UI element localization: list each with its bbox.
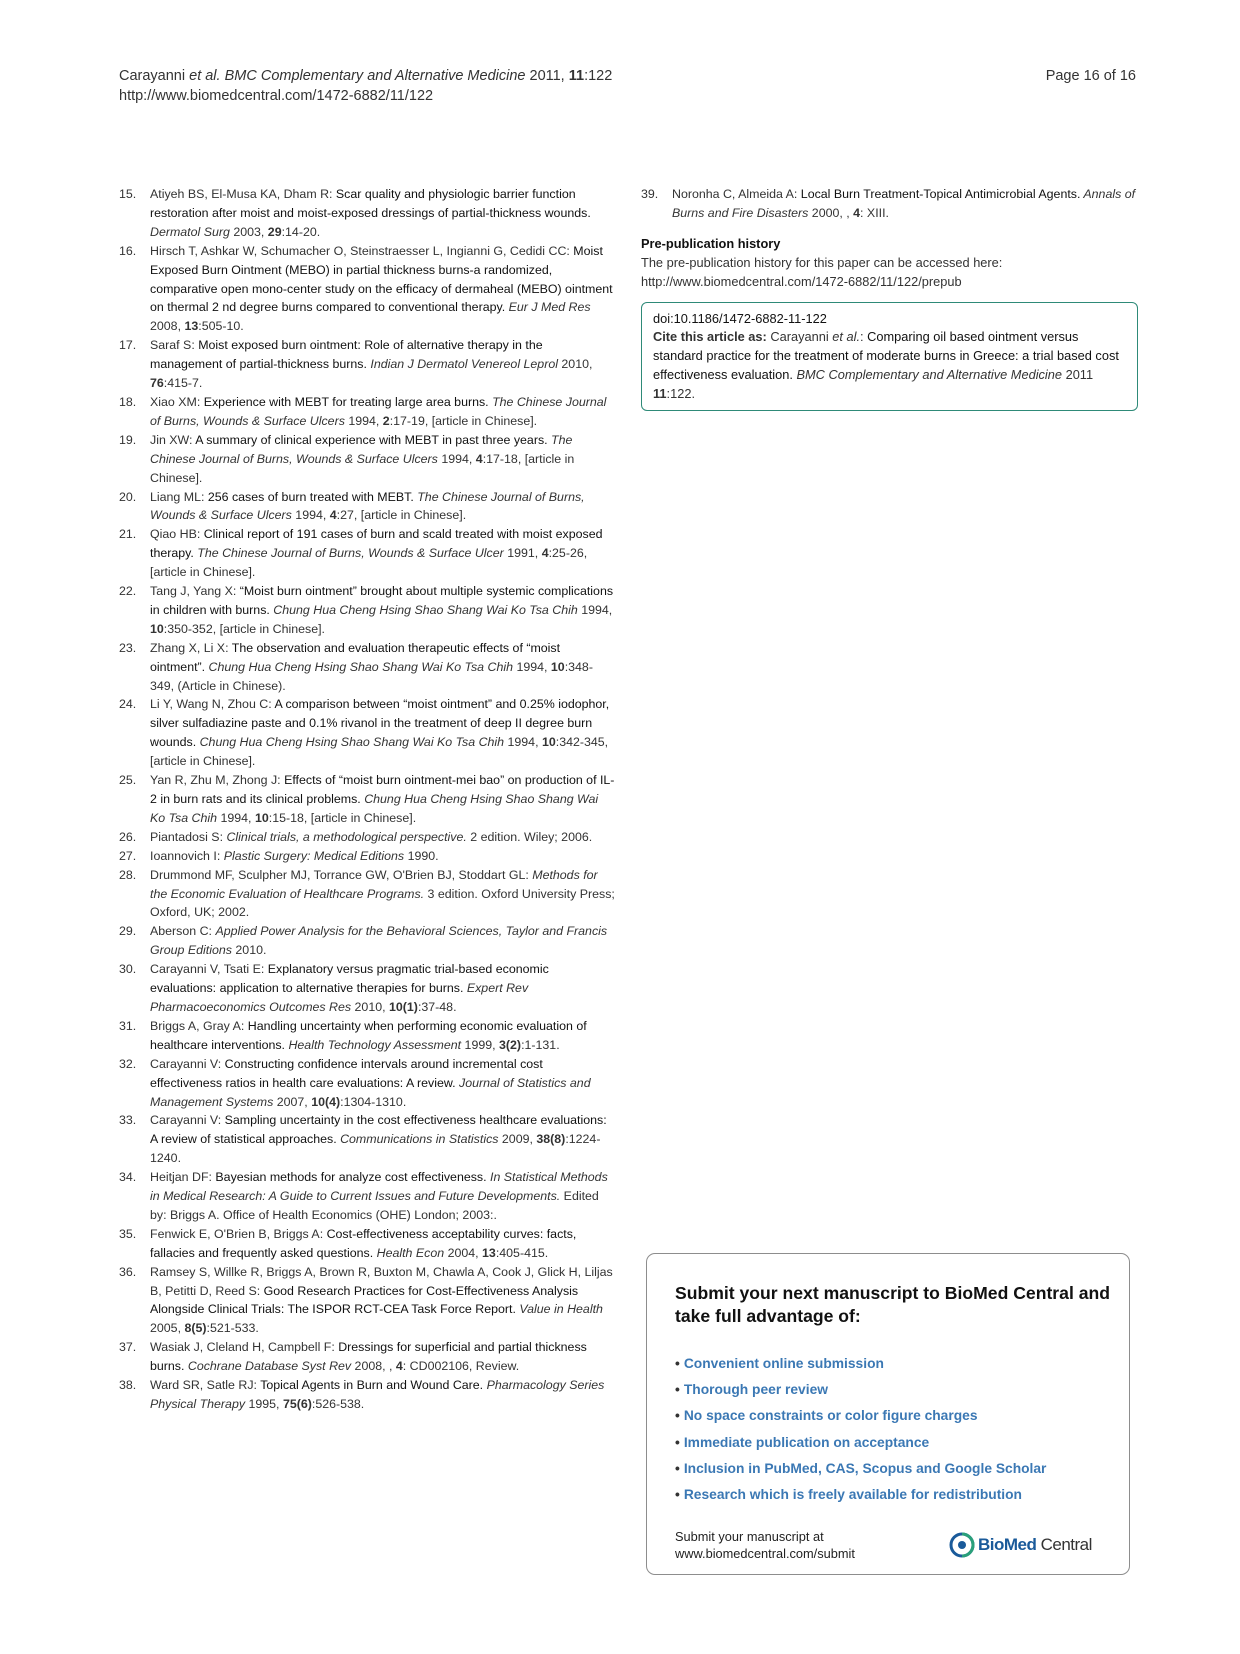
reference-title: Bayesian methods for analyze cost effectiveness. bbox=[215, 1170, 487, 1185]
benefit-item bbox=[675, 1456, 1046, 1482]
reference-pages: :17-19, [article in Chinese]. bbox=[389, 413, 538, 428]
reference-authors: Yan R, Zhu M, Zhong J: bbox=[150, 773, 285, 788]
reference-number: 17. bbox=[119, 338, 137, 353]
reference-pages: :526-538. bbox=[311, 1397, 365, 1411]
reference-title: Cost-effectiveness acceptability curves: facts, fallacies and frequently asked questions. bbox=[150, 1226, 577, 1260]
reference-authors: Carayanni V: bbox=[150, 1056, 225, 1071]
reference-volume: 10 bbox=[550, 659, 565, 674]
header-volume: 11 bbox=[568, 68, 585, 84]
cite-year: 2011 bbox=[1062, 367, 1094, 383]
reference-item bbox=[119, 336, 616, 393]
bullet-icon: • bbox=[675, 1408, 680, 1424]
reference-year: 1999, bbox=[461, 1037, 500, 1052]
reference-journal: The Chinese Journal of Burns, Wounds & Surface Ulcer bbox=[193, 546, 504, 561]
reference-year: 1994, bbox=[217, 810, 255, 825]
reference-title: Effects of “moist burn ointment-mei bao” on production of IL-2 in burn rats and its clinical problems. bbox=[150, 773, 615, 806]
reference-item bbox=[119, 1263, 616, 1339]
reference-pages: :521-533. bbox=[206, 1321, 259, 1336]
reference-year: Edited by: Briggs A. Office of Health Economics (OHE) London; 2003:. bbox=[150, 1189, 599, 1222]
reference-number: 35. bbox=[119, 1226, 137, 1241]
reference-journal: In Statistical Methods in Medical Research: A Guide to Current Issues and Future Developments. bbox=[150, 1170, 608, 1204]
bullet-icon: • bbox=[675, 1356, 680, 1371]
cite-etal: et al. bbox=[832, 329, 860, 345]
reference-volume: 4 bbox=[853, 205, 861, 220]
reference-year: 1995, bbox=[245, 1397, 283, 1411]
reference-number: 20. bbox=[119, 489, 137, 504]
reference-authors: Li Y, Wang N, Zhou C: bbox=[150, 697, 275, 712]
cite-label: Cite this article as: bbox=[653, 329, 767, 345]
reference-number: 32. bbox=[119, 1056, 137, 1071]
reference-number: 33. bbox=[119, 1113, 137, 1128]
reference-year: 1994, bbox=[344, 413, 383, 428]
submit-url[interactable]: www.biomedcentral.com/submit bbox=[675, 1546, 855, 1561]
reference-year: 2004, bbox=[444, 1245, 483, 1260]
reference-item bbox=[119, 393, 616, 431]
reference-journal: Pharmacology Series Physical Therapy bbox=[150, 1378, 605, 1411]
reference-pages: : CD002106, Review. bbox=[402, 1359, 520, 1374]
reference-title: Constructing confidence intervals around incremental cost effectiveness ratios in health care evaluations: A review. bbox=[150, 1056, 543, 1090]
reference-item bbox=[119, 639, 616, 696]
reference-journal: Methods for the Economic Evaluation of Healthcare Programs. bbox=[150, 867, 598, 901]
reference-year: 2003, bbox=[229, 224, 268, 239]
cite-title: Comparing oil based ointment versus standard practice for the treatment of moderate burns in Greece: a trial based cost effectiveness evaluation. bbox=[653, 329, 1119, 383]
reference-pages: :342-345, [article in Chinese]. bbox=[150, 735, 609, 769]
reference-item bbox=[119, 771, 616, 828]
reference-year: 2000, , bbox=[808, 205, 854, 220]
bullet-icon: • bbox=[675, 1460, 680, 1476]
reference-authors: Saraf S: bbox=[150, 338, 199, 353]
header-citation bbox=[119, 66, 612, 86]
reference-number: 15. bbox=[119, 187, 137, 201]
reference-year: 3 edition. Oxford University Press; Oxford, UK; 2002. bbox=[150, 886, 615, 920]
reference-volume: 4 bbox=[395, 1359, 403, 1374]
benefit-label: Research which is freely available for redistribution bbox=[683, 1487, 1022, 1503]
reference-journal: Chung Hua Cheng Hsing Shao Shang Wai Ko Tsa Chih bbox=[205, 659, 513, 674]
reference-number: 39. bbox=[641, 187, 659, 201]
reference-title: Explanatory versus pragmatic trial-based economic evaluations: application to alternative therapies for burns. bbox=[150, 962, 549, 996]
reference-volume: 4 bbox=[541, 546, 549, 561]
benefit-item bbox=[675, 1430, 1046, 1456]
reference-volume: 4 bbox=[329, 508, 337, 523]
cite-doi: doi:10.1186/1472-6882-11-122 bbox=[653, 310, 827, 326]
reference-item bbox=[119, 960, 616, 1017]
bullet-icon: • bbox=[675, 1434, 680, 1450]
reference-journal: Indian J Dermatol Venereol Leprol bbox=[366, 357, 558, 372]
reference-volume: 29 bbox=[267, 224, 282, 239]
reference-item bbox=[119, 1017, 616, 1055]
reference-authors: Zhang X, Li X: bbox=[150, 640, 232, 655]
reference-title: Moist exposed burn ointment: Role of alternative therapy in the management of partial-thickness burns. bbox=[150, 338, 543, 372]
reference-number: 29. bbox=[119, 924, 137, 939]
reference-title: Scar quality and physiologic barrier function restoration after moist and moist-exposed dressings of partial-thickness wounds. bbox=[150, 187, 591, 220]
reference-item bbox=[119, 847, 616, 866]
reference-authors: Wasiak J, Cleland H, Campbell F: bbox=[150, 1340, 339, 1355]
reference-title: The observation and evaluation therapeutic effects of “moist ointment”. bbox=[150, 640, 561, 674]
reference-item bbox=[119, 582, 616, 639]
reference-volume: 2 bbox=[382, 413, 390, 428]
reference-title: Good Research Practices for Cost-Effectiveness Analysis Alongside Clinical Trials: The ISPOR RCT-CEA Task Force Report. bbox=[150, 1283, 579, 1317]
reference-authors: Ioannovich I: bbox=[150, 848, 224, 863]
reference-item bbox=[119, 1168, 616, 1225]
reference-list bbox=[119, 185, 616, 1414]
reference-pages: :348-349, (Article in Chinese). bbox=[150, 659, 593, 693]
reference-number: 27. bbox=[119, 848, 137, 863]
reference-pages: : XIII. bbox=[860, 205, 889, 220]
reference-volume: 10(4) bbox=[311, 1094, 341, 1109]
benefit-label: Thorough peer review bbox=[683, 1382, 828, 1398]
prepub-text: The pre-publication history for this paper can be accessed here: bbox=[641, 254, 1003, 270]
reference-item bbox=[119, 242, 616, 337]
reference-number: 31. bbox=[119, 1018, 137, 1033]
reference-journal: Chung Hua Cheng Hsing Shao Shang Wai Ko Tsa Chih bbox=[150, 792, 599, 825]
reference-journal: The Chinese Journal of Burns, Wounds & Surface Ulcers bbox=[150, 394, 607, 428]
prepub-url[interactable]: http://www.biomedcentral.com/1472-6882/11/122/prepub bbox=[641, 273, 962, 289]
bullet-icon: • bbox=[675, 1487, 680, 1503]
reference-year: 2010, bbox=[557, 357, 593, 372]
reference-title: Sampling uncertainty in the cost effectiveness healthcare evaluations: A review of statistical approaches. bbox=[150, 1113, 607, 1147]
benefit-label: Inclusion in PubMed, CAS, Scopus and Google Scholar bbox=[683, 1460, 1047, 1476]
reference-title: A summary of clinical experience with MEBT in past three years. bbox=[195, 432, 548, 447]
reference-year: 1991, bbox=[503, 546, 542, 561]
header-etal: et al. bbox=[189, 68, 221, 84]
reference-number: 24. bbox=[119, 697, 137, 712]
reference-title: 256 cases of burn treated with MEBT. bbox=[207, 489, 414, 504]
reference-pages: :14-20. bbox=[281, 224, 321, 239]
cite-colon: : bbox=[860, 329, 868, 345]
reference-journal: Applied Power Analysis for the Behavioral Sciences, Taylor and Francis Group Editions bbox=[150, 924, 608, 958]
reference-year: 1990. bbox=[404, 848, 439, 863]
reference-pages: :15-18, [article in Chinese]. bbox=[268, 810, 417, 825]
header-year: 2011, bbox=[529, 68, 565, 84]
benefit-item bbox=[675, 1377, 1046, 1403]
reference-journal: Chung Hua Cheng Hsing Shao Shang Wai Ko Tsa Chih bbox=[269, 602, 578, 617]
reference-item bbox=[119, 695, 616, 771]
header-url[interactable]: http://www.biomedcentral.com/1472-6882/11/122 bbox=[119, 88, 434, 104]
reference-number: 34. bbox=[119, 1170, 137, 1185]
bullet-icon: • bbox=[675, 1382, 680, 1398]
reference-pages: :17-18, [article in Chinese]. bbox=[150, 451, 575, 485]
reference-year: 2008, bbox=[150, 319, 185, 334]
reference-item bbox=[119, 1376, 616, 1414]
reference-authors: Tang J, Yang X: bbox=[150, 584, 240, 599]
reference-number: 28. bbox=[119, 867, 137, 882]
reference-authors: Hirsch T, Ashkar W, Schumacher O, Steinstraesser L, Ingianni G, Cedidi CC: bbox=[150, 243, 574, 258]
reference-authors: Liang ML: bbox=[150, 489, 208, 504]
reference-journal: The Chinese Journal of Burns, Wounds & Surface Ulcers bbox=[150, 489, 585, 523]
reference-authors: Ramsey S, Willke R, Briggs A, Brown R, Buxton M, Chawla A, Cook J, Glick H, Liljas B, Petitti D, Reed S: bbox=[150, 1264, 613, 1298]
benefit-item bbox=[675, 1351, 1046, 1377]
benefit-item bbox=[675, 1482, 1046, 1508]
reference-number: 22. bbox=[119, 584, 137, 599]
reference-title: Experience with MEBT for treating large area burns. bbox=[203, 394, 489, 409]
reference-journal: Communications in Statistics bbox=[336, 1132, 499, 1147]
logo-text bbox=[978, 1535, 1092, 1555]
reference-number: 30. bbox=[119, 962, 137, 977]
reference-volume: 4 bbox=[475, 451, 483, 466]
reference-item bbox=[119, 525, 616, 582]
reference-title: A comparison between “moist ointment” and 0.25% iodophor, silver sulfadiazine paste and 0.1% rivanol in the treatment of deep II degree burn wounds. bbox=[150, 697, 610, 750]
prepub-heading: Pre-publication history bbox=[641, 235, 781, 251]
reference-volume: 10 bbox=[541, 735, 556, 750]
benefit-label: Immediate publication on acceptance bbox=[683, 1434, 930, 1450]
reference-journal: Chung Hua Cheng Hsing Shao Shang Wai Ko Tsa Chih bbox=[196, 735, 505, 750]
reference-year: 2 edition. Wiley; 2006. bbox=[466, 829, 593, 844]
cite-box bbox=[641, 302, 1138, 412]
reference-item bbox=[119, 1055, 616, 1112]
reference-year: 2008, , bbox=[351, 1359, 396, 1374]
reference-volume: 76 bbox=[150, 376, 164, 391]
reference-journal: Annals of Burns and Fire Disasters bbox=[672, 187, 1136, 220]
reference-title: “Moist burn ointment” brought about multiple systemic complications in children with burns. bbox=[150, 584, 614, 617]
reference-number: 36. bbox=[119, 1264, 137, 1279]
reference-item bbox=[119, 922, 616, 960]
reference-title: Dressings for superficial and partial thickness burns. bbox=[150, 1340, 587, 1374]
reference-authors: Atiyeh BS, El-Musa KA, Dham R: bbox=[150, 187, 336, 201]
reference-item bbox=[119, 431, 616, 488]
reference-item bbox=[119, 488, 616, 526]
reference-year: 2010. bbox=[231, 943, 267, 958]
reference-authors: Noronha C, Almeida A: bbox=[672, 187, 801, 201]
reference-pages: :350-352, [article in Chinese]. bbox=[163, 621, 325, 636]
reference-journal: Dermatol Surg bbox=[150, 224, 230, 239]
reference-authors: Piantadosi S: bbox=[150, 829, 227, 844]
reference-journal: Plastic Surgery: Medical Editions bbox=[223, 848, 405, 863]
reference-journal: Journal of Statistics and Management Systems bbox=[150, 1075, 591, 1109]
header-article: :122 bbox=[584, 68, 613, 84]
reference-list-continued bbox=[641, 185, 1138, 223]
reference-authors: Aberson C: bbox=[150, 924, 216, 939]
submit-footer-line1: Submit your manuscript at bbox=[675, 1529, 824, 1544]
submit-footer bbox=[675, 1528, 855, 1562]
reference-number: 21. bbox=[119, 527, 137, 542]
reference-pages: :505-10. bbox=[198, 319, 244, 334]
reference-authors: Fenwick E, O'Brien B, Briggs A: bbox=[150, 1226, 327, 1241]
reference-item bbox=[641, 185, 1138, 223]
reference-volume: 75(6) bbox=[282, 1397, 312, 1411]
reference-pages: :37-48. bbox=[417, 999, 457, 1014]
reference-pages: :25-26, [article in Chinese]. bbox=[150, 546, 588, 580]
cite-text bbox=[653, 328, 1126, 404]
cite-journal: BMC Complementary and Alternative Medicine bbox=[792, 367, 1063, 383]
reference-authors: Xiao XM: bbox=[150, 394, 204, 409]
reference-volume: 10 bbox=[254, 810, 269, 825]
reference-title: Topical Agents in Burn and Wound Care. bbox=[260, 1378, 484, 1393]
reference-number: 16. bbox=[119, 243, 137, 258]
submit-manuscript-box bbox=[646, 1253, 1130, 1575]
reference-journal: Expert Rev Pharmacoeconomics Outcomes Res bbox=[150, 981, 529, 1014]
reference-year: 2007, bbox=[273, 1094, 312, 1109]
reference-authors: Ward SR, Satle RJ: bbox=[150, 1378, 261, 1393]
reference-item bbox=[119, 828, 616, 847]
reference-journal: The Chinese Journal of Burns, Wounds & Surface Ulcers bbox=[150, 432, 573, 466]
reference-journal: Eur J Med Res bbox=[505, 300, 591, 315]
reference-authors: Carayanni V: bbox=[150, 1113, 225, 1128]
reference-year: 2005, bbox=[150, 1321, 185, 1336]
header-authors: Carayanni bbox=[119, 68, 186, 84]
reference-number: 37. bbox=[119, 1340, 137, 1355]
reference-item bbox=[119, 1225, 616, 1263]
cite-pages: :122. bbox=[666, 386, 695, 402]
reference-number: 18. bbox=[119, 394, 137, 409]
reference-authors: Briggs A, Gray A: bbox=[150, 1018, 248, 1033]
reference-item bbox=[119, 866, 616, 923]
reference-number: 38. bbox=[119, 1378, 137, 1393]
reference-year: 1994, bbox=[291, 508, 330, 523]
reference-volume: 3(2) bbox=[499, 1037, 522, 1052]
reference-volume: 10(1) bbox=[389, 999, 418, 1014]
reference-year: 1994, bbox=[504, 735, 542, 750]
reference-journal: Value in Health bbox=[515, 1302, 603, 1317]
reference-authors: Jin XW: bbox=[150, 432, 196, 447]
right-column bbox=[641, 185, 1138, 411]
reference-title: Clinical report of 191 cases of burn and scald treated with moist exposed therapy. bbox=[150, 527, 603, 561]
reference-volume: 38(8) bbox=[536, 1132, 566, 1147]
reference-volume: 10 bbox=[150, 621, 164, 636]
reference-authors: Drummond MF, Sculpher MJ, Torrance GW, O'Brien BJ, Stoddart GL: bbox=[150, 867, 533, 882]
submit-title: Submit your next manuscript to BioMed Central and take full advantage of: bbox=[675, 1283, 1110, 1326]
reference-volume: 8(5) bbox=[184, 1321, 207, 1336]
reference-authors: Qiao HB: bbox=[150, 527, 204, 542]
reference-title: Local Burn Treatment-Topical Antimicrobial Agents. bbox=[800, 187, 1081, 201]
reference-year: 1994, bbox=[513, 659, 551, 674]
reference-number: 23. bbox=[119, 640, 137, 655]
benefit-label: Convenient online submission bbox=[683, 1356, 884, 1371]
cite-authors: Carayanni bbox=[766, 329, 833, 345]
reference-pages: :1-131. bbox=[521, 1037, 560, 1052]
reference-title: Moist Exposed Burn Ointment (MEBO) in partial thickness burns-a randomized, comparative open mono-center study on the efficacy of dermaheal (MEBO) ointment on thermal 2 nd degree burns compared to conventional therapy. bbox=[150, 243, 613, 315]
benefits-list bbox=[675, 1351, 1046, 1508]
header-journal: BMC Complementary and Alternative Medicine bbox=[224, 68, 526, 84]
reference-journal: Health Technology Assessment bbox=[285, 1037, 462, 1052]
reference-pages: :27, [article in Chinese]. bbox=[336, 508, 467, 523]
benefit-label: No space constraints or color figure charges bbox=[683, 1408, 978, 1424]
reference-year: 1994, bbox=[437, 451, 476, 466]
reference-pages: :405-415. bbox=[495, 1245, 549, 1260]
cite-volume: 11 bbox=[653, 386, 667, 402]
reference-pages: :1304-1310. bbox=[340, 1094, 407, 1109]
biomed-logo-icon bbox=[949, 1532, 975, 1558]
reference-authors: Heitjan DF: bbox=[150, 1170, 216, 1185]
reference-title: Handling uncertainty when performing economic evaluation of healthcare interventions. bbox=[150, 1018, 587, 1052]
reference-journal: Health Econ bbox=[373, 1245, 445, 1260]
reference-authors: Carayanni V, Tsati E: bbox=[150, 962, 268, 977]
reference-journal: Cochrane Database Syst Rev bbox=[184, 1359, 352, 1374]
page-number: Page 16 of 16 bbox=[1045, 68, 1136, 84]
reference-number: 25. bbox=[119, 773, 137, 788]
reference-volume: 13 bbox=[184, 319, 199, 334]
reference-year: 1994, bbox=[577, 602, 613, 617]
benefit-item bbox=[675, 1403, 1046, 1429]
reference-number: 26. bbox=[119, 829, 137, 844]
reference-year: 2009, bbox=[498, 1132, 537, 1147]
reference-number: 19. bbox=[119, 432, 137, 447]
reference-journal: Clinical trials, a methodological perspective. bbox=[226, 829, 467, 844]
reference-pages: :1224-1240. bbox=[150, 1132, 601, 1166]
reference-item bbox=[119, 185, 616, 242]
biomed-central-logo bbox=[949, 1530, 1092, 1560]
references-left-column bbox=[119, 185, 616, 1414]
reference-item bbox=[119, 1111, 616, 1168]
reference-pages: :415-7. bbox=[163, 376, 203, 391]
logo-rest: Central bbox=[1036, 1535, 1092, 1554]
reference-year: 2010, bbox=[351, 999, 389, 1014]
reference-item bbox=[119, 1338, 616, 1376]
logo-bold: BioMed bbox=[978, 1535, 1037, 1554]
reference-volume: 13 bbox=[482, 1245, 496, 1260]
